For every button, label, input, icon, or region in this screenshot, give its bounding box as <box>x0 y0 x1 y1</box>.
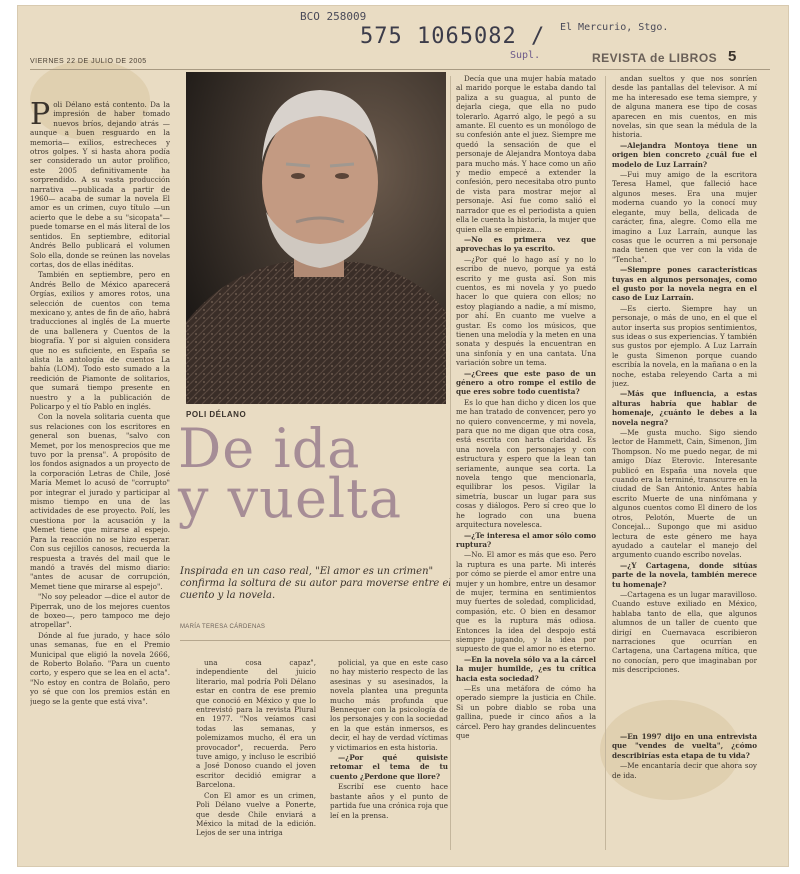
paragraph: Con El amor es un crimen, Poli Délano vuelve a Ponerte, que desde Chile enviará a México la mitad de la edición. Lejos de ser una intriga <box>196 790 316 838</box>
paragraph: —Es cierto. Siempre hay un personaje, o más de uno, en el que el autor inserta sus propios sentimientos, sus ideas o sus experiencias. Y también sus gustos por ejemplo. A Luz Larraín le gusta Simenon porque cuando escribía la novela, en la mañana o en la noche, estaba releyendo Carta a mi juez. <box>612 303 757 388</box>
paragraph: Poli Délano está contento. Da la impresión de haber tomado nuevos bríos, dejando atrás —aunque a buen resguardo en la memoria— exilios, estrecheces y otros golpes. Y si hasta ahora podía ser considerado un autor prolífico, este 2005 definitivamente ha sorprendido. A su vasta producción narrativa —publicada a partir de 1960— acaba de sumar la novela El amor es un crimen, cuyo título —un acierto que le debe a su "sicopata"— puede tomarse en el más literal de los sentidos. En septiembre, editorial Andrés Bello publicará el volumen Solo ella, donde se reúnen las novelas cortas, dos de ellas inéditas. <box>30 100 170 269</box>
byline: MARÍA TERESA CÁRDENAS <box>180 624 266 630</box>
headline <box>178 417 458 530</box>
handwritten-catalog-number: 575 1065082 / <box>360 24 546 49</box>
paragraph: Decía que una mujer había matado al marido porque le estaba dando tal paliza a su guagua, al punto de dejarla ciega, que ella no pudo tolerarlo. Agarró algo, le pegó a su amante. El cuento es un monólogo de su confesión ante el juez. Siempre me quedó la sensación de que el personaje de Alejandra Montoya daba para mucho más. Y hace como un año y medio empecé a extender la confesión, pero necesitaba otro punto de vista para mostrar mejor al personaje. Así fue como salió el narrador que es el periodista a quien ella le cuenta la historia, la mujer que quien ella se empieza... <box>456 74 596 234</box>
section-title: REVISTA de LIBROS <box>592 51 718 65</box>
paragraph: Dónde al fue jurado, y hace sólo unas semanas, fue en el Premio Municipal que eligió la novela 2666, de Roberto Bolaño. "Para un cuento corto, y espero que se lea en el acta". "No estoy en contra de Bolaño, pero yo sé que con los premios están en juego se la gente que está viva". <box>30 630 170 706</box>
article-column-4 <box>456 74 596 844</box>
paragraph: —¿Por qué lo hago así y no lo escribo de nuevo, porque ya está escrito y me gusta así. Son mis cuentos, es mi novela y yo puedo hacer lo que quiera con ellos; no estoy plagiando a nadie, a mí mismo, por ahí. En cuanto me vuelve a gustar. Es como los músicos, que tienen una melodía y la meten en una sonata y después la encuentran en una sinfonía y en una cantata. Una variación sobre un tema. <box>456 254 596 368</box>
paragraph: —No. El amor es más que eso. Pero la ruptura es una parte. Mi interés por cómo se pierde el amor entre una mujer y un hombre, entre un desamor de mujer, termina en sentimientos muy fuertes de soledad, complicidad, compasión, etc. O bien en desamor que es la ruptura más odiosa. Entonces la idea del despojo está siempre jugando, y la idea por supuesto de que el amor no es eterno. <box>456 550 596 654</box>
interview-question: —En la novela sólo va a la cárcel la mujer humilde, ¿es tu crítica hacia esta sociedad? <box>456 654 596 683</box>
divider <box>180 640 450 641</box>
interview-question: —¿Te interesa el amor sólo como ruptura? <box>456 530 596 549</box>
article-column-5 <box>612 74 757 724</box>
page-number: 5 <box>728 48 737 65</box>
interview-question: —No es primera vez que aprovechas lo ya escrito. <box>456 234 596 254</box>
handwritten-code: BCO 258009 <box>300 10 367 23</box>
paragraph: Escribí ese cuento hace bastante años y el punto de partida fue una crónica roja que leí en la prensa. <box>330 782 448 820</box>
headline-line-2: y vuelta <box>178 467 403 530</box>
paragraph: Con la novela solitaria cuenta que sus relaciones con los escritores en general son buenas, "salvo con Memet, por los menosprecios que me tuvo por la prensa". A propósito de los fondos asignados a un proyecto de la corporación Letras de Chile, José María Memet lo acusó de "corrupto" por integrar el jurado y participar al mismo tiempo en una de las actividades de ese proyecto. Polí, les cuestiona por la acusación y la Memet tiene que mirarse al espejo. Para la reacción no se hizo esperar. Con sus cejillos canosos, recuerda la respuesta a través del mail que le mandó a través del mismo diario: "antes de acusar de corrupción, Memet tiene que mirarse al espejo". <box>30 412 170 591</box>
paragraph: —Es una metáfora de cómo ha operado siempre la justicia en Chile. Si un pobre diablo se roba una gallina, puede ir cinco años a la cárcel. Pero hay grandes delincuentes que <box>456 684 596 741</box>
headline-line-1: De ida <box>178 417 361 480</box>
page-header <box>30 48 770 70</box>
issue-date: VIERNES 22 DE JULIO DE 2005 <box>30 58 147 65</box>
handwritten-suppl: Supl. <box>510 50 541 61</box>
interview-question: —¿Crees que este paso de un género a otro rompe el estilo de que eres sobre todo cuentista? <box>456 368 596 397</box>
interview-question: —¿Y Cartagena, donde sitúas parte de la novela, también merece tu homenaje? <box>612 560 757 589</box>
column-divider <box>605 76 606 850</box>
column-divider <box>450 76 451 850</box>
paragraph: —Me encantaría decir que ahora soy de ida. <box>612 761 757 780</box>
interview-question: —En 1997 dijo en una entrevista que "vendes de vuelta", ¿cómo describirías esta etapa de tu vida? <box>612 732 757 760</box>
article-column-2 <box>196 658 316 850</box>
paragraph: "No soy peleador —dice el autor de Piperrak, uno de los mejores cuentos de boxeo—, pero tampoco me dejo atropellar". <box>30 592 170 630</box>
interview-question: —Siempre pones características tuyas en algunos personajes, como el gusto por la novela negra en el caso de Luz Larraín. <box>612 265 757 303</box>
paragraph: —Me gusta mucho. Sigo siendo lector de Hammett, Cain, Simenon, Jim Thompson. No me puedo negar, de mi amigo Díaz Eterovic. Interesante publicó en España una novela que cuando era la terminé, transcurre en la ciudad de San Antonio. Antes había escrito Muerte de una ninfómana y algunos cuentos como El dinero de los otros, Pelotón, Muerte de un Concejal... Supongo que mi asiduo lectura de este género me haya ayudado a cautelar el manejo del argumento cuando escribo novelas. <box>612 428 757 560</box>
interview-question: —Alejandra Montoya tiene un origen bien concreto ¿cuál fue el modelo de Luz Larraín? <box>612 140 757 169</box>
photo-credit: POLI DÉLANO <box>186 410 247 419</box>
paragraph: —Cartagena es un lugar maravilloso. Cuando estuve exiliado en México, hablaba tanto de ella, que algunos alumnos de un taller de cuento que dirigí en Cuernavaca escribieron narraciones que ocurrían en Cartagena, una Cartagena mítica, que no conocían, pero que imaginaban por mis descripciones. <box>612 589 757 675</box>
paragraph: También en septiembre, pero en Andrés Bello de México aparecerá Orgías, exilios y amores rotos, una selección de cuentos con tema mexicano y, antes de fin de año, habrá traducciones al inglés de La muerte de una ballenera y Cuentos de la biografía. Y por si alguien considera que no es suficiente, en España se alista la antología de cuentos La bahía (LOM). Todo esto sumado a la reedición de Piamonte de solitarios, que sumará tiempo presente en nuestro y a la publicación de Policarpo y el tío Pablo en inglés. <box>30 270 170 411</box>
interview-question: —¿Por qué quisiste retomar el tema de tu cuento ¿Perdone que llore? <box>330 753 448 781</box>
paragraph: policial, ya que en este caso no hay misterio respecto de las asesinas y su asesinados, la novela plantea una pregunta mucho más profunda que Bennequer con la psicología de los personajes y con la sociedad en la que están inmersos, es decir, el hay de verdad víctimas y victimarios en esta historia. <box>330 658 448 752</box>
paragraph: Es lo que han dicho y dicen los que me han tratado de convencer, pero yo no quiero convencerme, y mi novela, para que no me digan que otra cosa, está escrita con harta claridad. Es una novela con personajes y con estructura y espero que la lean tan seriamente, aunque sea corta. La novela tengo que mencionarla, equilibrar los pesos. Vigilar la simetría, buscar un lugar para sus cosas y diálogos. Pero sí creo que lo he logrado con una buena arquitectura novelesca. <box>456 397 596 530</box>
article-column-1 <box>30 100 170 790</box>
interview-question: —Más que influencia, a estas alturas habría que hablar de homenaje, ¿cuánto le debes a la novela negra? <box>612 389 757 427</box>
paragraph: andan sueltos y que nos sonríen desde las pantallas del televisor. A mí me ha interesado ese tema siempre, y de alguna manera ese tipo de cosas aparecen en mis cuentos, en mis novelas, sin que sean la médula de la historia. <box>612 74 757 140</box>
article-column-3 <box>330 658 448 850</box>
article-column-5-end <box>612 732 757 852</box>
paragraph: una cosa capaz", independiente del juicio literario, mal podría Poli Délano estar en contra de ese premio que conoció en México y que lo entrevistó para la revista Plural en 1977. "Nos veíamos casi todas las semanas, y polemizamos mucho, él era un provocador", recuerda. Pero tuve amigo, y incluso le escribió a José Donoso cuando el joven escritor decidió emigrar a Barcelona. <box>196 658 316 790</box>
subheadline: Inspirada en un caso real, "El amor es un crimen" confirma la soltura de su autor para moverse entre el cuento y la novela. <box>180 566 452 601</box>
paragraph: —Fui muy amigo de la escritora Teresa Hamel, que falleció hace algunos meses. Era una mujer moderna cuando yo la conocí muy elegante, muy bella, delicada de carácter, fina, alegre. Como ella me imagino a Luz Larraín, aunque las cosas que le ocurren a mi personaje nada tienen que ver con la vida de "Tencha". <box>612 170 757 264</box>
handwritten-source: El Mercurio, Stgo. <box>560 22 669 33</box>
portrait-image <box>186 72 446 404</box>
author-photo <box>186 72 446 404</box>
drop-cap: P <box>30 100 51 132</box>
